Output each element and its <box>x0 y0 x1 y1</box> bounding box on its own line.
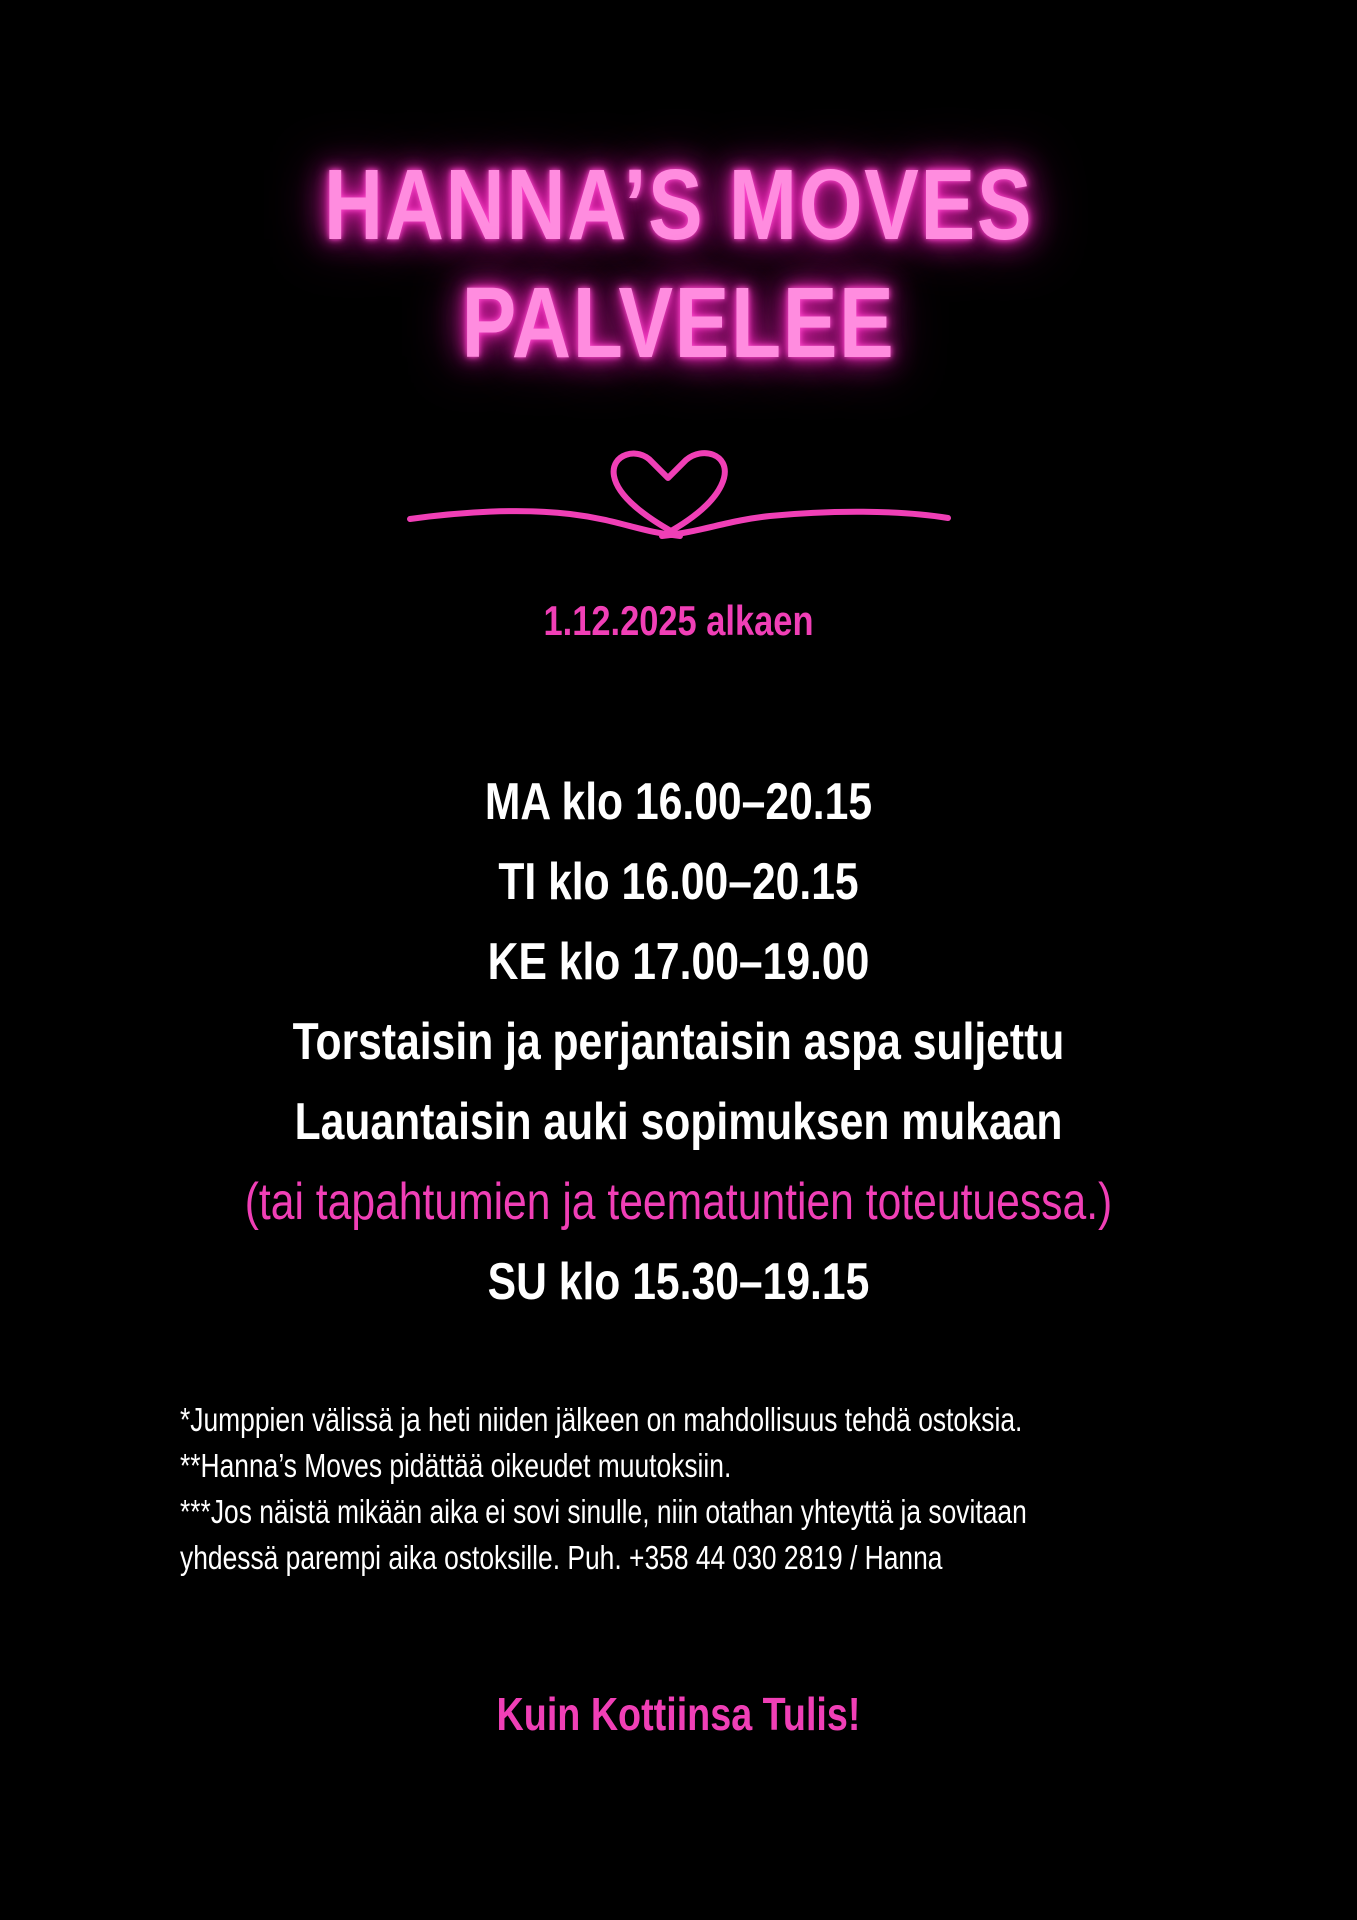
hours-wednesday: KE klo 17.00–19.00 <box>487 933 870 991</box>
hours-saturday: Lauantaisin auki sopimuksen mukaan <box>294 1093 1063 1151</box>
hours-monday: MA klo 16.00–20.15 <box>484 773 873 831</box>
footnote-1: *Jumppien välissä ja heti niiden jälkeen on mahdollisuus tehdä ostoksia. <box>180 1401 1023 1438</box>
footnote-3: ***Jos näistä mikään aika ei sovi sinulle, niin otathan yhteyttä ja sovitaan <box>180 1493 1027 1530</box>
hours-tuesday: TI klo 16.00–20.15 <box>498 853 859 911</box>
opening-hours-list <box>0 762 1357 1322</box>
footnotes <box>180 1397 1180 1581</box>
hours-thursday-friday: Torstaisin ja perjantaisin aspa suljettu <box>292 1013 1065 1071</box>
footnote-3-continued: yhdessä parempi aika ostoksille. Puh. +358 44 030 2819 / Hanna <box>180 1539 943 1576</box>
title-line-1: HANNA’S MOVES <box>323 149 1034 261</box>
heart-line-icon <box>400 440 960 550</box>
start-date: 1.12.2025 alkaen <box>543 597 814 644</box>
title-line-2: PALVELEE <box>461 267 896 379</box>
hours-sunday: SU klo 15.30–19.15 <box>487 1253 870 1311</box>
hours-saturday-note: (tai tapahtumien ja teematuntien toteutuessa.) <box>244 1173 1113 1231</box>
footnote-2: **Hanna’s Moves pidättää oikeudet muutoksiin. <box>180 1447 732 1484</box>
slogan: Kuin Kottiinsa Tulis! <box>496 1688 861 1740</box>
